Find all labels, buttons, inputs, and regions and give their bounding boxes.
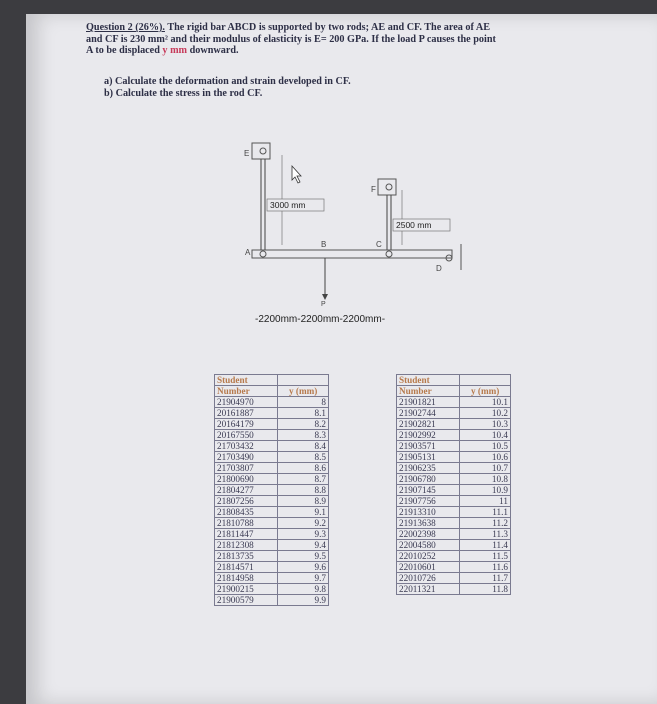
- table-row: [215, 595, 329, 606]
- table-row: [215, 584, 329, 595]
- y-value: 9.5: [278, 551, 329, 562]
- pin-C-icon: [386, 251, 392, 257]
- header-number: Number: [215, 386, 278, 397]
- student-number: 21903571: [397, 441, 460, 452]
- table-row: [215, 562, 329, 573]
- table-row: [397, 485, 511, 496]
- y-value: 8: [278, 397, 329, 408]
- displacement-variable: y mm: [162, 45, 188, 56]
- question-line3-end: downward.: [189, 45, 239, 56]
- label-F: F: [371, 185, 376, 194]
- y-value: 8.3: [278, 430, 329, 441]
- y-value: 10.3: [460, 419, 511, 430]
- table-row: [397, 452, 511, 463]
- table-row: [215, 551, 329, 562]
- y-value: 10.9: [460, 485, 511, 496]
- y-value: 8.8: [278, 485, 329, 496]
- y-value: 9.2: [278, 518, 329, 529]
- table-row: [215, 474, 329, 485]
- header-student: Student: [397, 375, 460, 386]
- y-value: 10.6: [460, 452, 511, 463]
- header-spacer: [460, 375, 511, 386]
- header-y: y (mm): [460, 386, 511, 397]
- table-row: [397, 496, 511, 507]
- y-value: 8.7: [278, 474, 329, 485]
- y-value: 11.3: [460, 529, 511, 540]
- student-number: 21901821: [397, 397, 460, 408]
- y-value: 10.1: [460, 397, 511, 408]
- question-line2: and CF is 230 mm² and their modulus of elasticity is E= 200 GPa. If the load P causes the point: [86, 33, 496, 45]
- header-student: Student: [215, 375, 278, 386]
- table-row: [215, 485, 329, 496]
- student-number: 21812308: [215, 540, 278, 551]
- student-number: 21811447: [215, 529, 278, 540]
- table-row: [215, 507, 329, 518]
- label-D: D: [436, 264, 442, 273]
- table-row: [397, 507, 511, 518]
- table-row: [397, 408, 511, 419]
- y-value: 10.4: [460, 430, 511, 441]
- table-row: [215, 452, 329, 463]
- student-number: 21813735: [215, 551, 278, 562]
- student-number: 21905131: [397, 452, 460, 463]
- y-value: 8.4: [278, 441, 329, 452]
- student-number: 21904970: [215, 397, 278, 408]
- label-B: B: [321, 240, 327, 249]
- table-row: [215, 540, 329, 551]
- pin-E-icon: [260, 148, 266, 154]
- pin-A-icon: [260, 251, 266, 257]
- student-number: 22010601: [397, 562, 460, 573]
- y-value: 8.9: [278, 496, 329, 507]
- student-number: 21810788: [215, 518, 278, 529]
- y-value: 11.5: [460, 551, 511, 562]
- y-value: 8.6: [278, 463, 329, 474]
- table-row: [397, 540, 511, 551]
- y-value: 10.7: [460, 463, 511, 474]
- cursor-arrow-icon: [292, 166, 301, 183]
- student-number: 21902821: [397, 419, 460, 430]
- student-number: 21703807: [215, 463, 278, 474]
- y-value: 11.8: [460, 584, 511, 595]
- student-number: 22011321: [397, 584, 460, 595]
- support-F: [378, 179, 396, 195]
- table-row: [397, 397, 511, 408]
- y-value: 9.3: [278, 529, 329, 540]
- student-number: 21814571: [215, 562, 278, 573]
- y-value: 11.4: [460, 540, 511, 551]
- student-number: 21913310: [397, 507, 460, 518]
- student-number: 20167550: [215, 430, 278, 441]
- student-number: 21703432: [215, 441, 278, 452]
- y-value: 9.7: [278, 573, 329, 584]
- student-number: 21808435: [215, 507, 278, 518]
- student-table-left: [214, 374, 329, 606]
- table-row: [397, 419, 511, 430]
- table-row: [397, 529, 511, 540]
- y-value: 9.9: [278, 595, 329, 606]
- y-value: 8.2: [278, 419, 329, 430]
- question-line3-start: A to be displaced: [86, 45, 160, 56]
- table-row: [397, 584, 511, 595]
- table-row: [215, 430, 329, 441]
- table-row: [215, 419, 329, 430]
- student-number: 20161887: [215, 408, 278, 419]
- label-C: C: [376, 240, 382, 249]
- student-number: 21902992: [397, 430, 460, 441]
- y-value: 9.1: [278, 507, 329, 518]
- student-number: 22002398: [397, 529, 460, 540]
- table-row: [397, 518, 511, 529]
- header-number: Number: [397, 386, 460, 397]
- y-value: 10.8: [460, 474, 511, 485]
- student-number: 21902744: [397, 408, 460, 419]
- student-number: 21913638: [397, 518, 460, 529]
- student-number: 21804277: [215, 485, 278, 496]
- y-value: 11.2: [460, 518, 511, 529]
- student-number: 22010726: [397, 573, 460, 584]
- label-E: E: [244, 149, 250, 158]
- load-arrowhead-icon: [322, 294, 328, 300]
- y-value: 11.6: [460, 562, 511, 573]
- y-value: 11.7: [460, 573, 511, 584]
- student-number: 21900215: [215, 584, 278, 595]
- student-number: 21807256: [215, 496, 278, 507]
- y-value: 9.4: [278, 540, 329, 551]
- pin-F-icon: [386, 184, 392, 190]
- table-row: [397, 430, 511, 441]
- student-number: 21907145: [397, 485, 460, 496]
- question-line1: The rigid bar ABCD is supported by two rods; AE and CF. The area of AE: [167, 22, 490, 33]
- support-E: [252, 143, 270, 159]
- y-value: 9.8: [278, 584, 329, 595]
- y-value: 11: [460, 496, 511, 507]
- student-number: 21906235: [397, 463, 460, 474]
- table-row: [397, 551, 511, 562]
- table-row: [215, 408, 329, 419]
- item-a: a) Calculate the deformation and strain developed in CF.: [104, 76, 351, 87]
- table-row: [215, 573, 329, 584]
- student-number: 21800690: [215, 474, 278, 485]
- question-number: Question 2 (26%).: [86, 22, 165, 33]
- student-number: 21703490: [215, 452, 278, 463]
- table-row: [215, 529, 329, 540]
- y-value: 10.5: [460, 441, 511, 452]
- y-value: 8.1: [278, 408, 329, 419]
- student-table-right: [396, 374, 511, 595]
- table-row: [215, 441, 329, 452]
- student-number: 21900579: [215, 595, 278, 606]
- table-row: [215, 397, 329, 408]
- student-number: 20164179: [215, 419, 278, 430]
- table-row: [397, 573, 511, 584]
- header-spacer: [278, 375, 329, 386]
- table-row: [397, 474, 511, 485]
- student-number: 21814958: [215, 573, 278, 584]
- length-AE: 3000 mm: [270, 200, 306, 210]
- table-row: [215, 463, 329, 474]
- y-value: 8.5: [278, 452, 329, 463]
- item-b: b) Calculate the stress in the rod CF.: [104, 87, 263, 99]
- table-row: [397, 463, 511, 474]
- student-number: 22004580: [397, 540, 460, 551]
- table-row: [215, 518, 329, 529]
- student-number: 21906780: [397, 474, 460, 485]
- y-value: 11.1: [460, 507, 511, 518]
- length-CF: 2500 mm: [396, 220, 432, 230]
- label-A: A: [245, 248, 251, 257]
- span-dimensions: -2200mm-2200mm-2200mm-: [255, 314, 386, 325]
- table-row: [397, 562, 511, 573]
- y-value: 9.6: [278, 562, 329, 573]
- table-row: [397, 441, 511, 452]
- header-y: y (mm): [278, 386, 329, 397]
- y-value: 10.2: [460, 408, 511, 419]
- student-number: 21907756: [397, 496, 460, 507]
- label-P: P: [321, 301, 326, 308]
- student-number: 22010252: [397, 551, 460, 562]
- rigid-bar-ABCD: [252, 250, 452, 258]
- table-row: [215, 496, 329, 507]
